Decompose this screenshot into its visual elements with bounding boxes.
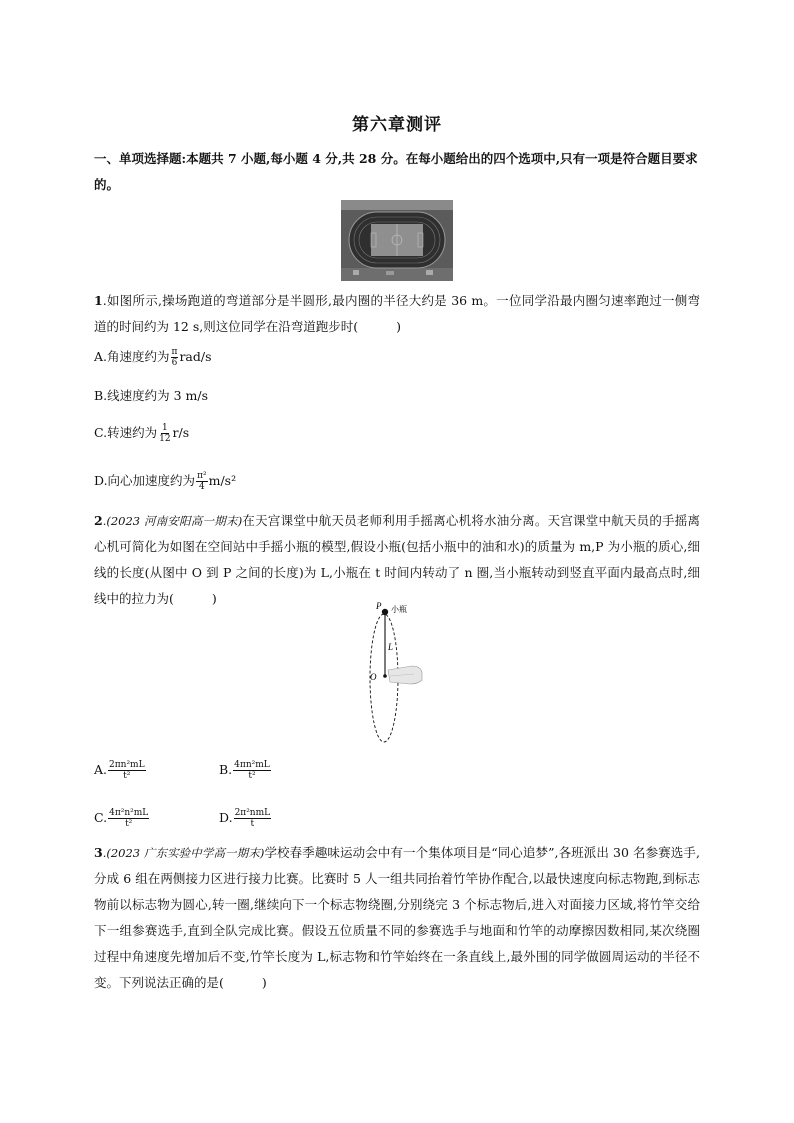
stadium-photo <box>341 200 453 281</box>
question-3: 3.(2023 广东实验中学高一期末)学校春季趣味运动会中有一个集体项目是“同心追梦”,各班派出 30 名参赛选手,分成 6 组在两侧接力区进行接力比赛。比赛时 5 人一组共同抬着竹竿协作配合,以最快速度向标志物跑,到标志物前以标志物为圆心,转一圈,继续向下一个标志物绕圈,分别绕完 3 个标志物后,进入对面接力区域,将竹竿交给下一组参赛选手,直到全队完成比赛。假设五位质量不同的参赛选手与地面和竹竿的动摩擦因数相同,某次绕圈过程中角速度先增加后不变,竹竿长度为 L,标志物和竹竿始终在一条直线上,最外围的同学做圆周运动的半径不变。下列说法正确的是( ) <box>94 845 700 990</box>
q2-option-a[interactable]: A. $\frac{\text{2πn²mL}}{\text{t²}}$ <box>94 760 145 781</box>
question-text: 学校春季趣味运动会中有一个集体项目是“同心追梦”,各班派出 30 名参赛选手,分成 6 组在两侧接力区进行接力比赛。比赛时 5 人一组共同抬着竹竿协作配合,以最快速度向标志物跑,到标志物前以标志物为圆心,转一圈,继续向下一个标志物绕圈,分别绕完 3 个标志物后,进入对面接力区域,将竹竿交给下一组参赛选手,直到全队完成比赛。假设五位质量不同的参赛选手与地面和竹竿的动摩擦因数相同,某次绕圈过程中角速度先增加后不变,竹竿长度为 L,标志物和竹竿始终在一条直线上,最外围的同学做圆周运动的半径不变。下列说法正确的是( <box>94 845 700 990</box>
label-p: P <box>376 601 382 611</box>
q2-option-b[interactable]: B. $\frac{\text{4πn²mL}}{\text{t²}}$ <box>219 760 270 781</box>
question-number: 1 <box>94 293 103 308</box>
q1-option-b[interactable]: B.线速度约为 3 m/s <box>94 388 209 403</box>
q1-option-c[interactable]: C.转速约为 $\frac{1}{12}$ r/s <box>94 423 190 444</box>
fraction: $\frac{\pi}{6}$ <box>171 347 178 368</box>
label-o: O <box>370 672 377 682</box>
question-source: .(2023 广东实验中学高一期末) <box>102 846 265 860</box>
fraction: $\frac{\text{4πn²mL}}{\text{t²}}$ <box>234 760 270 781</box>
fraction: $\frac{1}{12}$ <box>159 423 171 444</box>
question-1: 1.如图所示,操场跑道的弯道部分是半圆形,最内圈的半径大约是 36 m。一位同学沿最内圈匀速率跑过一侧弯道的时间约为 12 s,则这位同学在沿弯道跑步时( ) <box>94 293 700 334</box>
fraction: $\frac{\text{4π²n²mL}}{\text{t²}}$ <box>109 808 149 829</box>
q2-option-c[interactable]: C. $\frac{\text{4π²n²mL}}{\text{t²}}$ <box>94 808 149 829</box>
question-text: 在天宫课堂中航天员老师利用手摇离心机将水油分离。天宫课堂中航天员的手摇离心机可简化为如图在空间站中手摇小瓶的模型,假设小瓶(包括小瓶中的油和水)的质量为 m,P 为小瓶的质心,细线的长度(从图中 O 到 P 之间的长度)为 L,小瓶在 t 时间内转动了 n 圈,当小瓶转动到竖直平面内最高点时,细线中的拉力为( <box>94 513 700 606</box>
question-number: 3 <box>94 845 103 860</box>
q1-option-d[interactable]: D.向心加速度约为 $\frac{\text{π²}}{4}$ m/s² <box>94 471 237 492</box>
question-source: .(2023 河南安阳高一期末) <box>102 514 243 528</box>
label-l: L <box>388 642 394 652</box>
q2-option-d[interactable]: D. $\frac{\text{2π²nmL}}{t}$ <box>219 808 271 829</box>
page-title: 第六章测评 <box>352 115 442 135</box>
fraction: $\frac{\text{2πn²mL}}{\text{t²}}$ <box>109 760 145 781</box>
question-2: 2.(2023 河南安阳高一期末)在天宫课堂中航天员老师利用手摇离心机将水油分离。天宫课堂中航天员的手摇离心机可简化为如图在空间站中手摇小瓶的模型,假设小瓶(包括小瓶中的油和水)的质量为 m,P 为小瓶的质心,细线的长度(从图中 O 到 P 之间的长度)为 L,小瓶在 t 时间内转动了 n 圈,当小瓶转动到竖直平面内最高点时,细线中的拉力为( ) <box>94 513 700 606</box>
centrifuge-figure <box>360 600 440 745</box>
question-text: .如图所示,操场跑道的弯道部分是半圆形,最内圈的半径大约是 36 m。一位同学沿最内圈匀速率跑过一侧弯道的时间约为 12 s,则这位同学在沿弯道跑步时( <box>94 293 700 334</box>
question-number: 2 <box>94 513 103 528</box>
fraction: $\frac{\text{π²}}{4}$ <box>197 471 207 492</box>
label-bottle: 小瓶 <box>391 605 407 614</box>
fraction: $\frac{\text{2π²nmL}}{t}$ <box>234 808 271 829</box>
q1-option-a[interactable]: A.角速度约为 $\frac{\pi}{6}$ rad/s <box>94 347 212 368</box>
section-header: 一、单项选择题:本题共 7 小题,每小题 4 分,共 28 分。在每小题给出的四个选项中,只有一项是符合题目要求的。 <box>94 151 698 192</box>
